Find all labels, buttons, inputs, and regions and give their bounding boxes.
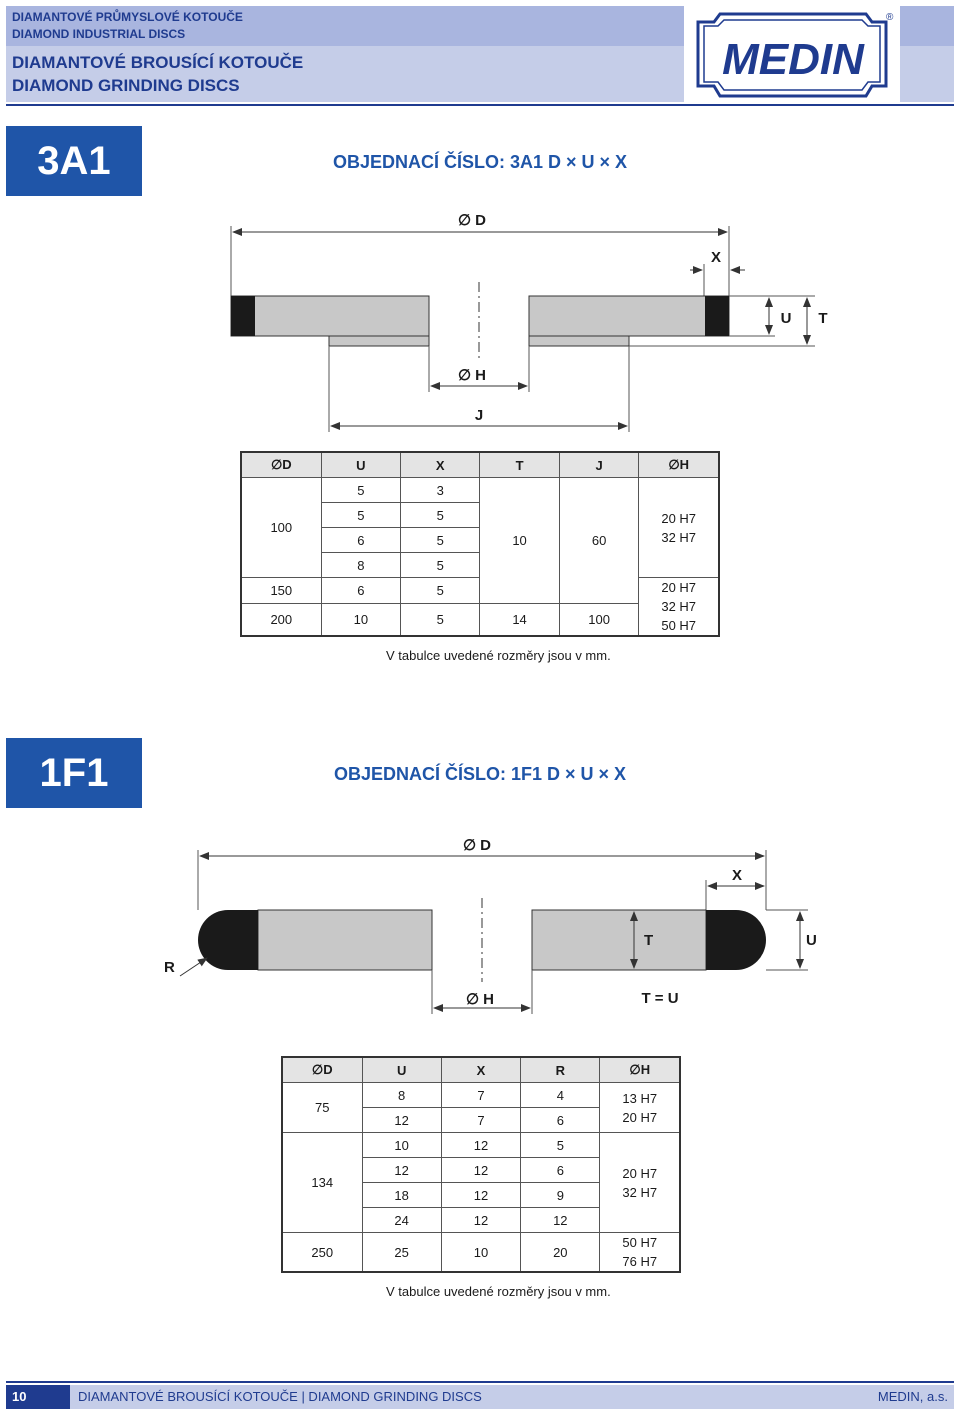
logo-text: MEDIN (722, 35, 864, 84)
dim-t-label: T (818, 310, 828, 327)
order-code-1f1: OBJEDNACÍ ČÍSLO: 1F1 D × U × X (333, 764, 627, 784)
dim-j-label: J (474, 407, 484, 424)
header-line3: DIAMANTOVÉ BROUSÍCÍ KOTOUČE (12, 53, 304, 72)
table-row: 12 12 6 (282, 1158, 680, 1183)
header-line2: DIAMOND INDUSTRIAL DISCS (12, 27, 186, 41)
spec-table-1f1 (281, 1056, 681, 1273)
footer-company: MEDIN, a.s. (877, 1389, 948, 1404)
table-row: 150 6 5 20 H7 32 H7 50 H7 (241, 578, 719, 604)
section-tag-3a1: 3A1 (6, 126, 142, 196)
order-code-3a1: OBJEDNACÍ ČÍSLO: 3A1 D × U × X (332, 152, 628, 172)
dim-x-label-1f1: X (731, 867, 743, 884)
table-row: 8 5 (241, 553, 719, 578)
table-row: 75 8 7 4 13 H7 20 H7 (282, 1083, 680, 1108)
col-u: U (321, 452, 400, 478)
note-1f1: V tabulce uvedené rozměry jsou v mm. (386, 1284, 611, 1299)
footer-title: DIAMANTOVÉ BROUSÍCÍ KOTOUČE | DIAMOND GRINDING DISCS (78, 1389, 482, 1404)
dim-r-label: R (164, 959, 175, 976)
dim-x-label: X (710, 249, 722, 266)
col-j: J (559, 452, 639, 478)
header-line4: DIAMOND GRINDING DISCS (12, 76, 240, 95)
logo-reg: ® (886, 12, 894, 23)
table-header-row: ∅D U X R ∅H (282, 1057, 680, 1083)
table-row: 18 12 9 (282, 1183, 680, 1208)
footer-bar (6, 1385, 954, 1409)
note-3a1: V tabulce uvedené rozměry jsou v mm. (386, 648, 611, 663)
dim-u-label-1f1: U (806, 932, 817, 949)
table-row: 100 5 3 10 60 20 H7 32 H7 (241, 478, 719, 503)
col-t: T (480, 452, 559, 478)
dim-h-label-1f1: ∅ H (465, 991, 495, 1008)
header-line1: DIAMANTOVÉ PRŮMYSLOVÉ KOTOUČE (12, 10, 243, 24)
col-h: ∅H (639, 452, 719, 478)
t-equals-u: T = U (641, 990, 679, 1007)
dim-d-label: ∅ D (457, 212, 487, 229)
footer-rule (6, 1381, 954, 1383)
section-tag-1f1: 1F1 (6, 738, 142, 808)
dim-t-label-1f1: T (644, 932, 654, 949)
dim-d-label-1f1: ∅ D (462, 837, 492, 854)
table-row: 134 10 12 5 20 H7 32 H7 (282, 1133, 680, 1158)
table-row: 6 5 (241, 528, 719, 553)
page-number: 10 (6, 1385, 70, 1409)
table-row: 5 5 (241, 503, 719, 528)
dim-u-label: U (780, 310, 792, 327)
col-x: X (401, 452, 480, 478)
dim-h-label: ∅ H (457, 367, 487, 384)
col-d: ∅D (241, 452, 321, 478)
table-row: 24 12 12 (282, 1208, 680, 1233)
table-row: 200 10 5 14 100 (241, 603, 719, 636)
table-row: 250 25 10 20 50 H7 76 H7 (282, 1233, 680, 1273)
table-row: 12 7 6 (282, 1108, 680, 1133)
